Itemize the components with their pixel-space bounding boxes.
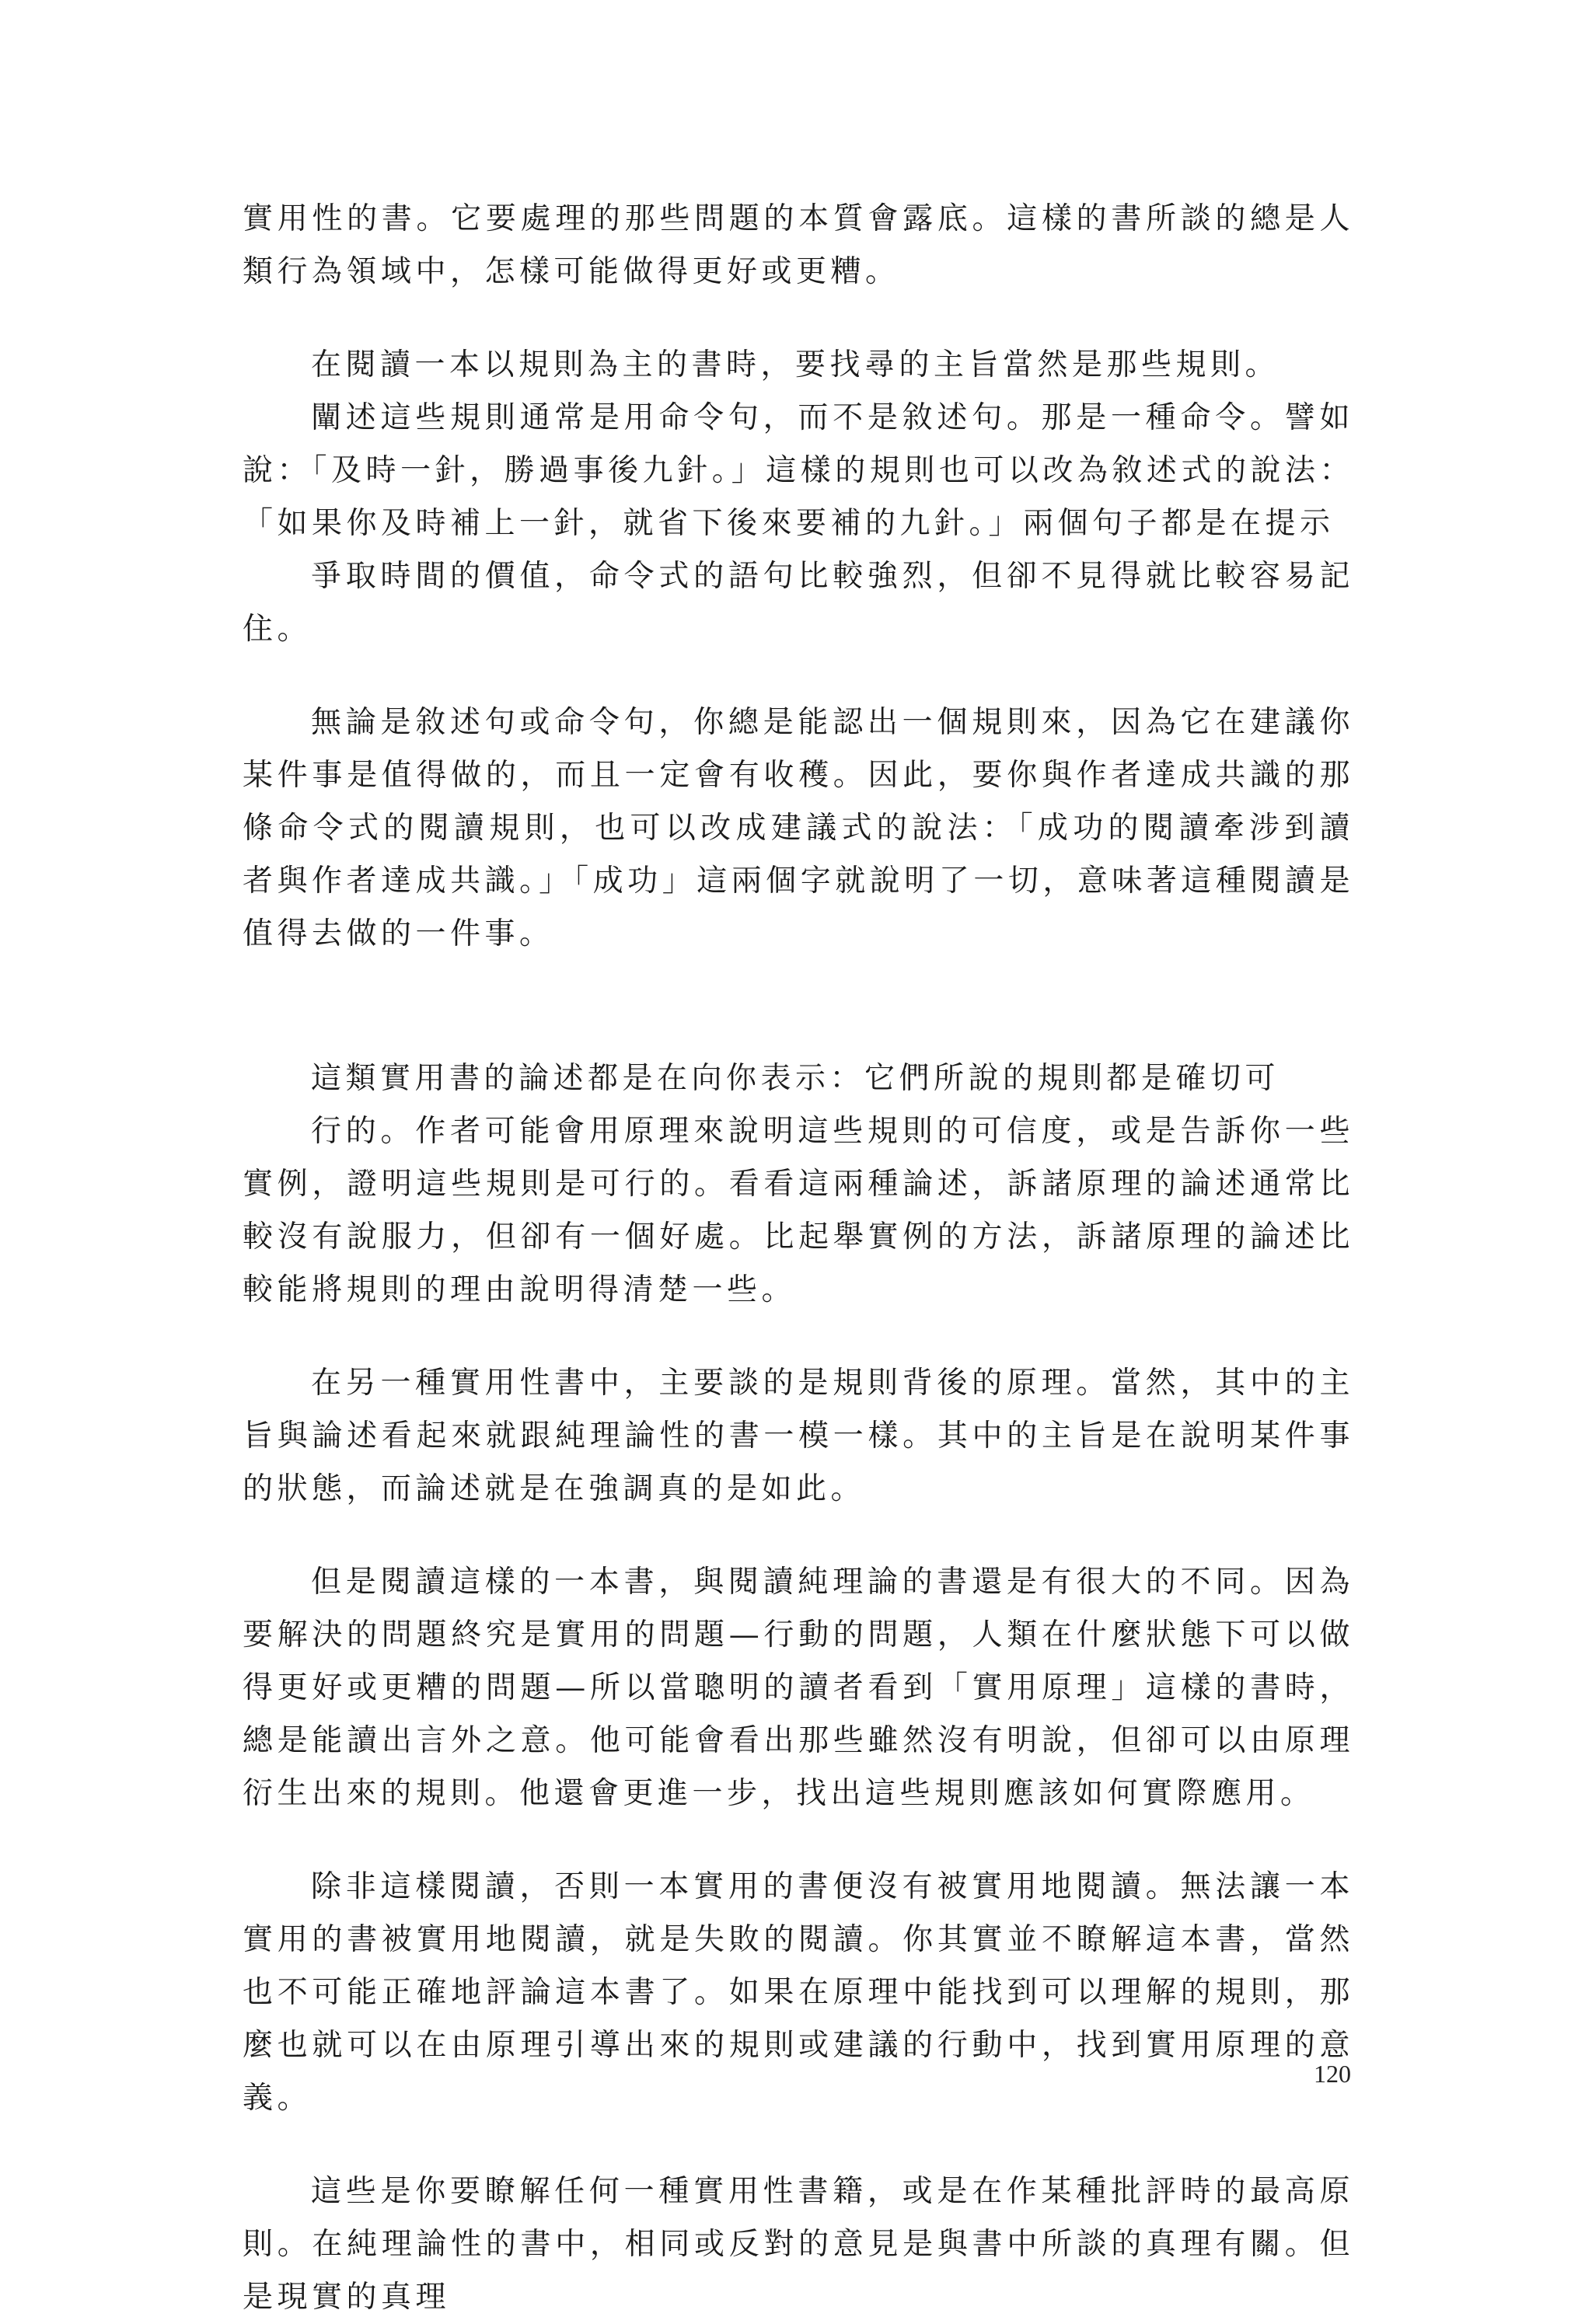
paragraph-7: 行的。作者可能會用原理來說明這些規則的可信度，或是告訴你一些實例，證明這些規則是可行的。看看這兩種論述，訴諸原理的論述通常比較沒有說服力，但卻有一個好處。比起舉實例的方法，訴諸原理的論述比較能將規則的理由說明得清楚一些。 [243, 1114, 1354, 1307]
page-number: 120 [1314, 2060, 1351, 2088]
paragraph-5: 無論是敘述句或命令句，你總是能認出一個規則來，因為它在建議你某件事是值得做的，而且一定會有收穫。因此，要你與作者達成共識的那條命令式的閱讀規則，也可以改成建議式的說法：「成功的閱讀牽涉到讀者與作者達成共識。」「成功」這兩個字就說明了一切，意味著這種閱讀是值得去做的一件事。 [243, 705, 1354, 951]
paragraph-6: 這類實用書的論述都是在向你表示：它們所說的規則都是確切可 [311, 1061, 1280, 1096]
paragraph-11: 這些是你要瞭解任何一種實用性書籍，或是在作某種批評時的最高原則。在純理論性的書中，相同或反對的意見是與書中所談的真理有關。但是現實的真理 [243, 2174, 1354, 2315]
paragraph-1: 實用性的書。它要處理的那些問題的本質會露底。這樣的書所談的總是人類行為領域中，怎樣可能做得更好或更糟。 [243, 201, 1354, 289]
paragraph-8: 在另一種實用性書中，主要談的是規則背後的原理。當然，其中的主旨與論述看起來就跟純理論性的書一模一樣。其中的主旨是在說明某件事的狀態，而論述就是在強調真的是如此。 [243, 1366, 1354, 1506]
paragraph-2: 在閱讀一本以規則為主的書時，要找尋的主旨當然是那些規則。 [311, 347, 1280, 382]
paragraph-10: 除非這樣閱讀，否則一本實用的書便沒有被實用地閱讀。無法讓一本實用的書被實用地閱讀，就是失敗的閱讀。你其實並不瞭解這本書，當然也不可能正確地評論這本書了。如果在原理中能找到可以理解的規則，那麼也就可以在由原理引導出來的規則或建議的行動中，找到實用原理的意義。 [243, 1869, 1354, 2116]
paragraph-4: 爭取時間的價值，命令式的語句比較強烈，但卻不見得就比較容易記住。 [243, 559, 1354, 647]
paragraph-3: 闡述這些規則通常是用命令句，而不是敘述句。那是一種命令。譬如說：「及時一針，勝過事後九針。」這樣的規則也可以改為敘述式的說法：「如果你及時補上一針，就省下後來要補的九針。」兩個句子都是在提示 [243, 400, 1354, 541]
page-body [243, 193, 1354, 2324]
paragraph-9: 但是閱讀這樣的一本書，與閱讀純理論的書還是有很大的不同。因為要解決的問題終究是實用的問題—行動的問題，人類在什麼狀態下可以做得更好或更糟的問題—所以當聰明的讀者看到「實用原理」這樣的書時，總是能讀出言外之意。他可能會看出那些雖然沒有明說，但卻可以由原理衍生出來的規則。他還會更進一步，找出這些規則應該如何實際應用。 [243, 1565, 1354, 1811]
